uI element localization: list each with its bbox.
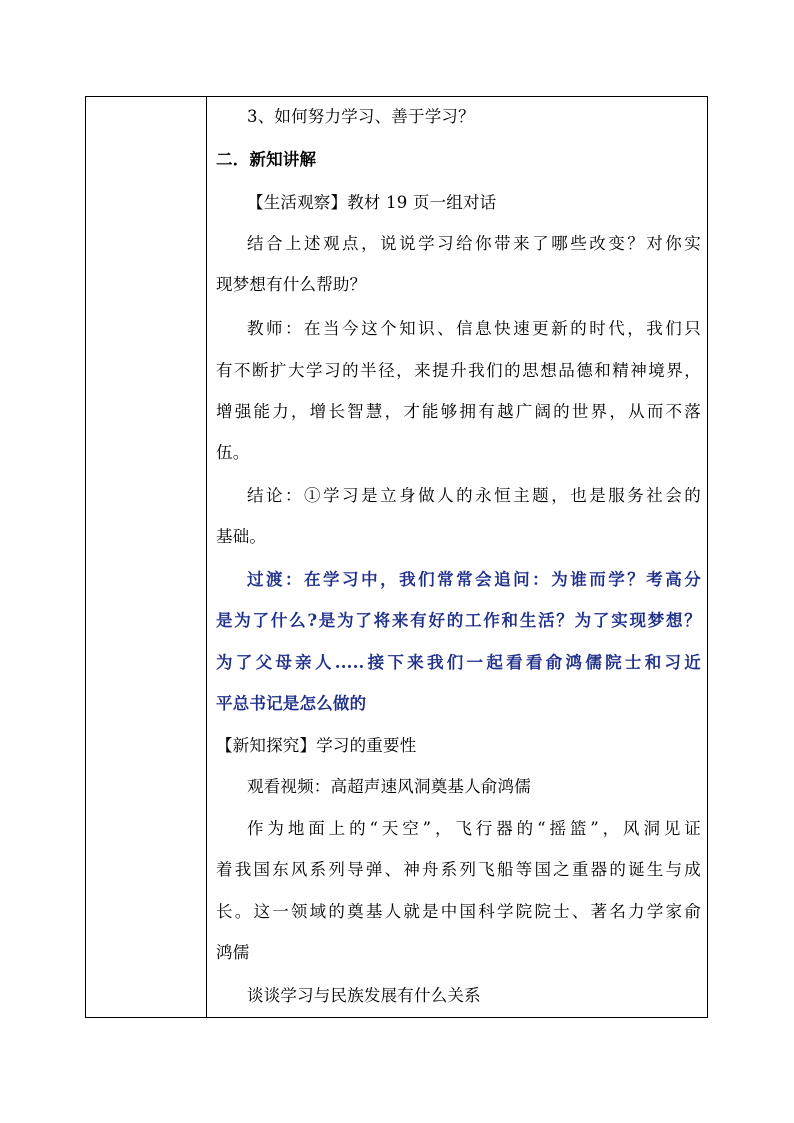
video-line: 观看视频：高超声速风洞奠基人俞鸿儒	[247, 777, 531, 796]
wind-tunnel-paragraph-line: 着我国东风系列导弹、神舟系列飞船等国之重器的诞生与成	[216, 860, 701, 879]
transition-line: 是为了什么?是为了将来有好的工作和生活？为了实现梦想？	[216, 611, 701, 630]
table-left-column	[86, 97, 207, 1017]
teacher-paragraph-line: 有不断扩大学习的半径，来提升我们的思想品德和精神境界，	[216, 361, 701, 380]
wind-tunnel-paragraph-line: 长。这一领域的奠基人就是中国科学院院士、著名力学家俞	[216, 902, 701, 921]
teacher-paragraph-line: 伍。	[216, 443, 250, 462]
discussion-prompt: 谈谈学习与民族发展有什么关系	[247, 986, 481, 1005]
section-heading-new-knowledge: 二．新知讲解	[216, 150, 317, 169]
wind-tunnel-paragraph-line: 作为地面上的“天空”，飞行器的“摇篮”，风洞见证	[247, 819, 701, 838]
table-content-column	[207, 97, 707, 1017]
life-observation-line: 【生活观察】教材 19 页一组对话	[247, 193, 497, 212]
conclusion-line: 结论：①学习是立身做人的永恒主题，也是服务社会的	[247, 486, 701, 505]
transition-line: 为了父母亲人.....接下来我们一起看看俞鸿儒院士和习近	[216, 653, 701, 672]
teacher-paragraph-line: 增强能力，增长智慧，才能够拥有越广阔的世界，从而不落	[216, 402, 701, 421]
conclusion-line: 基础。	[216, 527, 267, 546]
new-knowledge-explore-heading: 【新知探究】学习的重要性	[216, 736, 417, 755]
paragraph-line: 结合上述观点，说说学习给你带来了哪些改变？对你实	[247, 234, 701, 253]
transition-line: 过渡：在学习中，我们常常会追问：为谁而学？考高分	[247, 570, 701, 589]
teacher-paragraph-line: 教师：在当今这个知识、信息快速更新的时代，我们只	[247, 319, 701, 338]
paragraph-line: 现梦想有什么帮助？	[216, 275, 367, 294]
lesson-table	[85, 96, 708, 1018]
transition-line: 平总书记是怎么做的	[216, 694, 367, 713]
question-3: 3、如何努力学习、善于学习？	[247, 107, 475, 126]
wind-tunnel-paragraph-line: 鸿儒	[216, 943, 250, 962]
